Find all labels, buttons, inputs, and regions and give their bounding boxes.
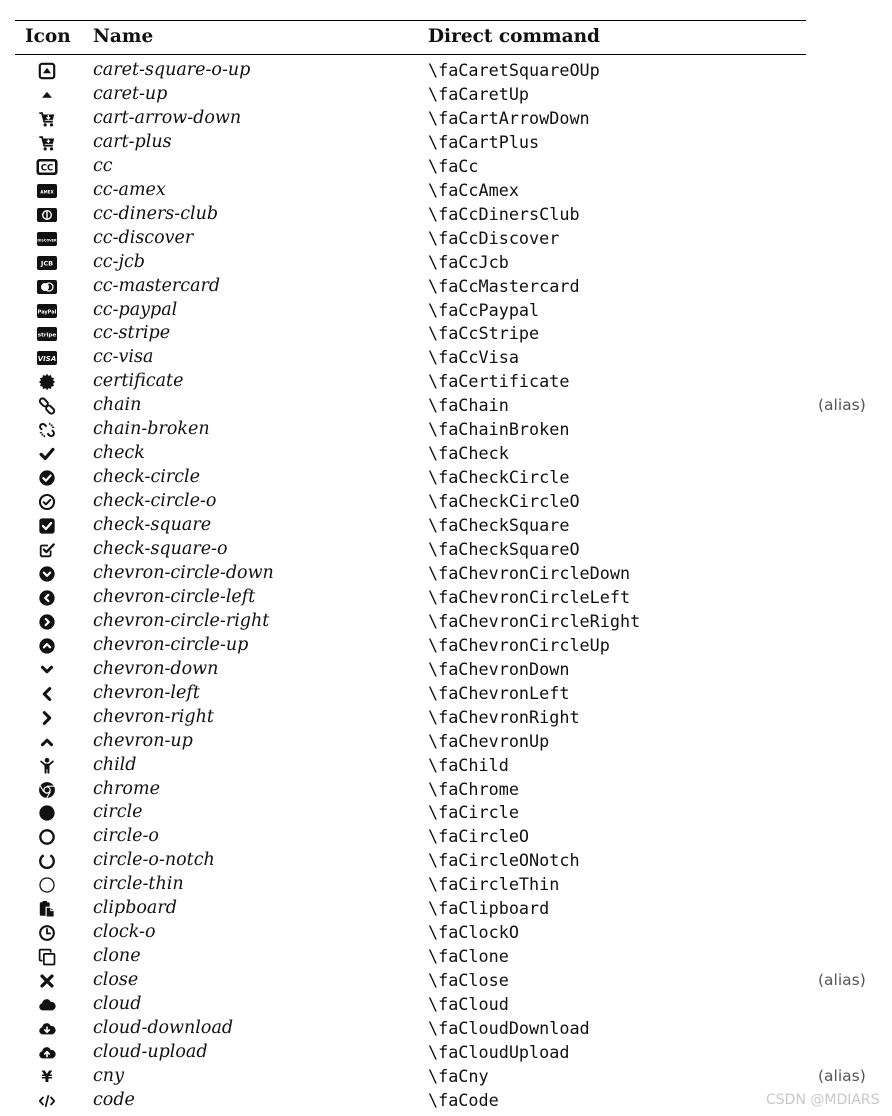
cart-arrow-down-icon [36, 107, 58, 131]
close-icon [36, 969, 58, 993]
table-row [0, 370, 892, 394]
icon-name: chain-broken [93, 419, 210, 440]
cc-diners-club-icon [36, 203, 58, 227]
direct-command: \faCartArrowDown [428, 107, 590, 128]
direct-command: \faCertificate [428, 371, 570, 392]
chevron-circle-down-icon [36, 562, 58, 586]
icon-name: cny [93, 1065, 124, 1086]
svg-text:stripe: stripe [37, 332, 57, 339]
icon-name: chevron-right [93, 706, 214, 727]
direct-command: \faCircle [428, 802, 519, 823]
direct-command: \faCloudUpload [428, 1041, 570, 1062]
icon-name: cc-paypal [93, 299, 178, 320]
direct-command: \faChevronCircleUp [428, 634, 610, 655]
direct-command: \faCheckCircle [428, 467, 570, 488]
direct-command: \faChain [428, 395, 509, 416]
direct-command: \faCircleONotch [428, 850, 580, 871]
chevron-circle-up-icon [36, 634, 58, 658]
icon-name: cc-discover [93, 227, 194, 248]
table-row [0, 825, 892, 849]
cc-amex-icon [36, 179, 58, 203]
direct-command: \faCircleThin [428, 874, 560, 895]
table-row [0, 658, 892, 682]
direct-command: \faClipboard [428, 898, 550, 919]
check-square-icon [36, 514, 58, 538]
table-row [0, 227, 892, 251]
chevron-down-icon [36, 658, 58, 682]
table-row [0, 538, 892, 562]
icon-name: clone [93, 946, 141, 967]
caret-up-icon [36, 83, 58, 107]
table-row [0, 993, 892, 1017]
table-row [0, 490, 892, 514]
icon-name: clock-o [93, 922, 156, 943]
caret-square-o-up-icon [36, 59, 58, 83]
icon-name: caret-up [93, 84, 168, 104]
cny-icon: ¥ [41, 1066, 53, 1086]
table-row [0, 778, 892, 802]
circle-thin-icon [36, 873, 58, 897]
direct-command: \faChainBroken [428, 419, 570, 440]
direct-command: \faCny [428, 1065, 489, 1086]
direct-command: \faChevronDown [428, 658, 570, 679]
svg-text:AMEX: AMEX [40, 189, 54, 195]
icon-name: chevron-circle-right [93, 610, 270, 631]
direct-command: \faChevronLeft [428, 682, 570, 703]
child-icon [36, 754, 58, 778]
icon-name: clipboard [93, 898, 177, 919]
table-row [0, 394, 892, 418]
direct-command: \faCode [428, 1089, 499, 1110]
chevron-up-icon [36, 730, 58, 754]
watermark: CSDN @MDIARS [766, 1092, 880, 1108]
icon-name: cc-mastercard [93, 275, 221, 296]
table-row [0, 1041, 892, 1065]
table-row [0, 59, 892, 83]
direct-command: \faCheckSquareO [428, 539, 580, 559]
direct-command: \faCcAmex [428, 179, 519, 200]
chevron-circle-right-icon [36, 610, 58, 634]
alias-note: (alias) [818, 1066, 866, 1085]
chain-icon [36, 394, 58, 418]
icon-name: cloud [93, 994, 142, 1014]
circle-icon [36, 801, 58, 825]
direct-command: \faCircleO [428, 826, 530, 847]
icon-name: cc-stripe [93, 323, 171, 344]
direct-command: \faCheck [428, 443, 509, 464]
column-header-icon: Icon [25, 26, 71, 47]
table-row [0, 346, 892, 370]
direct-command: \faChild [428, 754, 509, 775]
icon-name: cc-diners-club [93, 203, 219, 224]
table-row [0, 83, 892, 107]
circle-o-notch-icon [36, 849, 58, 873]
table-row [0, 921, 892, 945]
icon-name: chevron-circle-down [93, 563, 274, 583]
icon-name: chevron-circle-up [93, 634, 249, 655]
table-row [0, 1065, 892, 1089]
icon-name: cloud-upload [93, 1041, 208, 1062]
direct-command: \faChrome [428, 778, 519, 799]
svg-text:DISCOVER: DISCOVER [37, 238, 57, 243]
table-row [0, 299, 892, 323]
direct-command: \faCcDiscover [428, 227, 560, 248]
table-row [0, 1017, 892, 1041]
table-row [0, 275, 892, 299]
table-row [0, 466, 892, 490]
column-header-command: Direct command [428, 26, 600, 47]
table-row [0, 131, 892, 155]
table-row [0, 322, 892, 346]
direct-command: \faCaretUp [428, 84, 530, 104]
icon-name: check-circle [93, 467, 200, 488]
table-row [0, 897, 892, 921]
icon-name: chevron-up [93, 730, 193, 751]
table-row [0, 586, 892, 610]
direct-command: \faCloudDownload [428, 1018, 590, 1038]
direct-command: \faCcMastercard [428, 275, 580, 296]
clone-icon [36, 945, 58, 969]
icon-name: cc-jcb [93, 251, 145, 272]
icon-name: circle-thin [93, 874, 184, 895]
icon-name: chrome [93, 778, 160, 799]
chain-broken-icon [36, 418, 58, 442]
check-square-o-icon [36, 538, 58, 562]
table-row [0, 706, 892, 730]
direct-command: \faCcJcb [428, 251, 509, 272]
direct-command: \faCheckCircleO [428, 491, 580, 512]
direct-command: \faCcStripe [428, 323, 540, 344]
direct-command: \faCc [428, 155, 479, 176]
chevron-circle-left-icon [36, 586, 58, 610]
icon-name: certificate [93, 371, 184, 392]
direct-command: \faCcDinersClub [428, 203, 580, 224]
icon-name: cart-arrow-down [93, 107, 242, 128]
table-row [0, 754, 892, 778]
svg-text:JCB: JCB [40, 259, 54, 268]
icon-name: cc-visa [93, 347, 154, 368]
direct-command: \faChevronCircleDown [428, 563, 631, 583]
icon-name: chevron-circle-left [93, 586, 256, 607]
certificate-icon [36, 370, 58, 394]
icon-name: chevron-down [93, 658, 219, 679]
icon-name: chevron-left [93, 682, 200, 703]
icon-name: check-circle-o [93, 491, 217, 512]
table-row [0, 873, 892, 897]
table-row [0, 155, 892, 179]
icon-name: circle-o [93, 826, 159, 847]
clock-o-icon [36, 921, 58, 945]
icon-name: code [93, 1089, 135, 1110]
table-row [0, 849, 892, 873]
table-row [0, 801, 892, 825]
alias-note: (alias) [818, 971, 866, 990]
table-row [0, 730, 892, 754]
direct-command: \faCaretSquareOUp [428, 60, 600, 80]
direct-command: \faCcVisa [428, 347, 519, 368]
icon-name: check-square [93, 515, 212, 535]
icon-name: cc [93, 155, 113, 176]
cc-icon [36, 155, 58, 179]
icon-name: caret-square-o-up [93, 60, 251, 80]
icon-name: circle-o-notch [93, 850, 215, 871]
direct-command: \faChevronCircleLeft [428, 586, 631, 607]
cloud-icon [36, 993, 58, 1017]
direct-command: \faClose [428, 970, 509, 991]
svg-text:VISA: VISA [37, 355, 57, 364]
cloud-download-icon [36, 1017, 58, 1041]
direct-command: \faClone [428, 946, 509, 967]
direct-command: \faChevronRight [428, 706, 580, 727]
direct-command: \faChevronUp [428, 730, 550, 751]
check-circle-icon [36, 466, 58, 490]
table-row [0, 1089, 892, 1113]
check-circle-o-icon [36, 490, 58, 514]
icon-name: check [93, 443, 145, 464]
table-row [0, 682, 892, 706]
direct-command: \faCloud [428, 994, 509, 1014]
table-row [0, 251, 892, 275]
code-icon [36, 1089, 58, 1113]
svg-text:PayPal: PayPal [37, 309, 57, 316]
table-row [0, 442, 892, 466]
check-icon [36, 442, 58, 466]
cc-mastercard-icon [36, 275, 58, 299]
chevron-right-icon [36, 706, 58, 730]
chrome-icon [36, 778, 58, 802]
table-row [0, 610, 892, 634]
svg-text:CC: CC [40, 163, 54, 174]
table-row [0, 179, 892, 203]
direct-command: \faChevronCircleRight [428, 610, 641, 631]
table-row [0, 107, 892, 131]
icon-name: circle [93, 802, 143, 823]
table-row [0, 945, 892, 969]
cc-visa-icon [36, 346, 58, 370]
alias-note: (alias) [818, 396, 866, 415]
cc-jcb-icon [36, 251, 58, 275]
clipboard-icon [36, 897, 58, 921]
icon-name: cc-amex [93, 179, 166, 200]
cc-stripe-icon [36, 322, 58, 346]
direct-command: \faCartPlus [428, 131, 540, 152]
table-row [0, 969, 892, 993]
icon-name: cloud-download [93, 1018, 234, 1038]
circle-o-icon [36, 825, 58, 849]
cc-paypal-icon [36, 299, 58, 323]
cloud-upload-icon [36, 1041, 58, 1065]
icon-name: check-square-o [93, 539, 228, 559]
column-header-name: Name [93, 26, 154, 47]
table-row [0, 514, 892, 538]
table-row [0, 203, 892, 227]
table-row [0, 634, 892, 658]
icon-name: cart-plus [93, 131, 172, 152]
direct-command: \faCheckSquare [428, 515, 570, 535]
direct-command: \faClockO [428, 922, 519, 943]
direct-command: \faCcPaypal [428, 299, 540, 320]
icon-name: close [93, 970, 139, 991]
chevron-left-icon [36, 682, 58, 706]
cart-plus-icon [36, 131, 58, 155]
icon-name: chain [93, 395, 142, 416]
icon-name: child [93, 754, 137, 775]
table-row [0, 418, 892, 442]
table-row [0, 562, 892, 586]
cc-discover-icon [36, 227, 58, 251]
